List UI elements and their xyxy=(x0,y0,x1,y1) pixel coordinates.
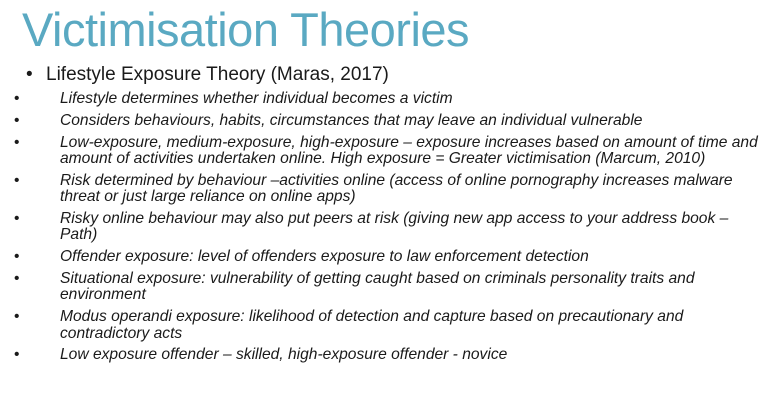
bullet-icon: • xyxy=(14,270,20,287)
bullet-icon: • xyxy=(14,346,20,364)
slide-title: Victimisation Theories xyxy=(22,3,470,56)
list-item-text: Offender exposure: level of offenders exposure to law enforcement detection xyxy=(60,248,589,266)
bullet-icon: • xyxy=(14,111,20,129)
list-item xyxy=(0,347,768,363)
bullet-icon: • xyxy=(26,64,33,85)
list-item-text: Situational exposure: vulnerability of getting caught based on criminals personality traits and environment xyxy=(60,270,695,304)
list-item xyxy=(0,211,768,244)
main-point-text: Lifestyle Exposure Theory (Maras, 2017) xyxy=(46,64,389,85)
sub-bullet-list xyxy=(0,91,768,369)
list-item-text: Low-exposure, medium-exposure, high-exposure – exposure increases based on amount of time and amount of activities undertaken online. High exposure = Greater victimisation (Marcum, 2010) xyxy=(60,133,758,167)
bullet-icon: • xyxy=(14,210,20,227)
list-item-text: Low exposure offender – skilled, high-exposure offender - novice xyxy=(60,346,508,364)
bullet-icon: • xyxy=(14,90,20,107)
list-item-text: Lifestyle determines whether individual becomes a victim xyxy=(60,90,453,107)
list-item xyxy=(0,249,768,265)
list-item xyxy=(0,91,768,107)
list-item-text: Risk determined by behaviour –activities online (access of online pornography increases malware threat or just large reliance on online apps) xyxy=(60,171,733,206)
bullet-icon: • xyxy=(14,248,20,266)
list-item-text: Risky online behaviour may also put peers at risk (giving new app access to your address book – Path) xyxy=(60,210,729,244)
bullet-icon: • xyxy=(14,133,20,151)
list-item xyxy=(0,309,768,342)
list-item xyxy=(0,135,768,168)
list-item xyxy=(0,173,768,206)
list-item xyxy=(0,113,768,129)
bullet-icon: • xyxy=(14,308,20,326)
list-item-text: Considers behaviours, habits, circumstances that may leave an individual vulnerable xyxy=(60,111,643,129)
list-item xyxy=(0,271,768,304)
list-item-text: Modus operandi exposure: likelihood of detection and capture based on precautionary and contradictory acts xyxy=(60,308,684,342)
bullet-icon: • xyxy=(14,171,20,189)
main-bullet-point xyxy=(26,64,389,86)
